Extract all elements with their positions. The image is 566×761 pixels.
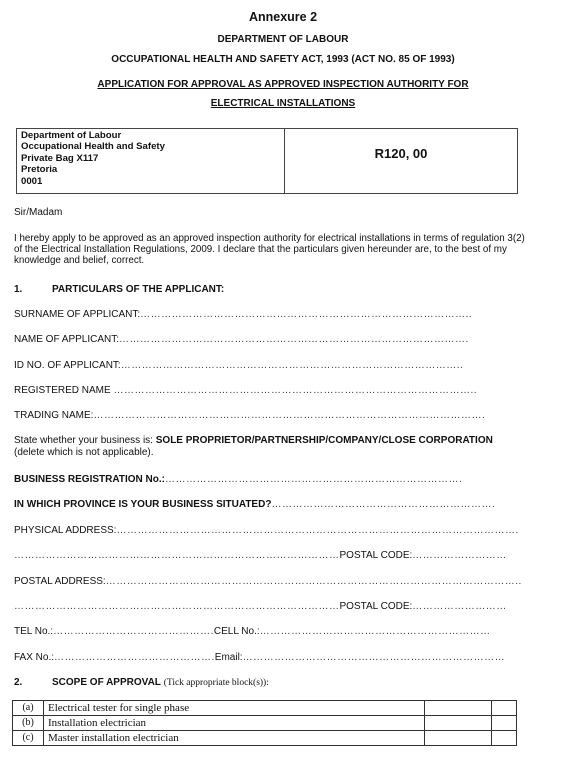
fill-line: …………………………………………………………………………. — [164, 474, 463, 485]
surname-label: SURNAME OF APPLICANT: — [14, 309, 141, 320]
address-line: Private Bag X117 — [21, 152, 99, 164]
email-label: Email: — [214, 652, 243, 663]
physical-postal-code-line[interactable] — [14, 550, 507, 561]
trading-name-field[interactable] — [14, 410, 485, 421]
fill-line: ………………………………………………………………………………………….. — [113, 385, 478, 396]
fill-line: ………………………………………………………… — [259, 626, 491, 637]
cell-label: CELL No.: — [213, 626, 260, 637]
fax-label: FAX No.: — [14, 652, 55, 663]
scope-code: (a) — [13, 701, 44, 716]
scope-row — [13, 731, 517, 746]
section1-title: PARTICULARS OF THE APPLICANT: — [52, 284, 225, 295]
tel-label: TEL No.: — [14, 626, 54, 637]
scope-table — [12, 700, 517, 746]
id-number-label: ID NO. OF APPLICANT: — [14, 360, 121, 371]
business-type-note: (delete which is not applicable). — [14, 447, 154, 458]
fill-line: …………………………………………………………………………………………………. — [93, 410, 486, 421]
postal-code-label: POSTAL CODE: — [339, 601, 413, 612]
address-line: 0001 — [21, 175, 43, 187]
scope-label: Master installation electrician — [44, 731, 425, 746]
section2-number: 2. — [14, 677, 23, 688]
declaration-paragraph: I hereby apply to be approved as an approved inspection authority for electrical installations in terms of regulation 3(2) of the Electrical Installation Regulations, 2009. I declare that the particulars given hereunder are, to the best of my knowledge and belief, correct. — [14, 233, 525, 266]
business-type-prefix: State whether your business is: — [14, 435, 153, 446]
section2-note: (Tick appropriate block(s)): — [163, 678, 269, 688]
form-title-line2: ELECTRICAL INSTALLATIONS — [210, 98, 356, 109]
fill-line: …………………………………………………………………………………….. — [120, 360, 464, 371]
postal-postal-code-line[interactable] — [14, 601, 507, 612]
tick-box[interactable] — [425, 716, 492, 731]
section1-number: 1. — [14, 284, 23, 295]
fill-line: ……………………… — [412, 601, 507, 612]
surname-field[interactable] — [14, 309, 472, 320]
salutation: Sir/Madam — [14, 207, 63, 218]
address-line: Pretoria — [21, 164, 58, 176]
tel-cell-line[interactable] — [14, 626, 491, 637]
fill-line: ………………………………………………………………………………………. — [119, 334, 469, 345]
trading-name-label: TRADING NAME: — [14, 410, 94, 421]
name-field[interactable] — [14, 334, 469, 345]
form-title-line1: APPLICATION FOR APPROVAL AS APPROVED INSPECTION AUTHORITY FOR — [97, 79, 469, 90]
registered-name-label: REGISTERED NAME — [14, 385, 111, 396]
postal-code-label: POSTAL CODE: — [339, 550, 413, 561]
scope-label: Electrical tester for single phase — [44, 701, 425, 716]
postal-address-field[interactable] — [14, 576, 522, 587]
annexure-heading: Annexure 2 — [248, 10, 318, 24]
tick-box[interactable] — [425, 701, 492, 716]
fill-line: ………………………………………………………. — [271, 499, 496, 510]
fax-email-line[interactable] — [14, 652, 505, 663]
scope-row — [13, 701, 517, 716]
address-line: Occupational Health and Safety — [21, 141, 165, 153]
name-label: NAME OF APPLICANT: — [14, 334, 120, 345]
physical-address-field[interactable] — [14, 525, 519, 536]
fee-cell — [285, 129, 517, 193]
business-registration-field[interactable] — [14, 474, 462, 485]
province-label: IN WHICH PROVINCE IS YOUR BUSINESS SITUATED? — [14, 499, 272, 510]
registered-name-field[interactable] — [14, 385, 477, 396]
fill-line: ………………………………………. — [54, 652, 215, 663]
section2-title: SCOPE OF APPROVAL — [52, 677, 161, 688]
province-field[interactable] — [14, 499, 495, 510]
postal-address-label: POSTAL ADDRESS: — [14, 576, 106, 587]
tick-box-extra[interactable] — [492, 716, 517, 731]
fill-line: ………………………………………………………………… — [242, 652, 506, 663]
scope-code: (c) — [13, 731, 44, 746]
fill-line: ……………………… — [412, 550, 507, 561]
tick-box[interactable] — [425, 731, 492, 746]
scope-label: Installation electrician — [44, 716, 425, 731]
fill-line: ……………………………………………………………………………………………………. — [116, 525, 519, 536]
act-heading: OCCUPATIONAL HEALTH AND SAFETY ACT, 1993 (ACT NO. 85 OF 1993) — [111, 54, 455, 65]
scope-code: (b) — [13, 716, 44, 731]
tick-box-extra[interactable] — [492, 731, 517, 746]
scope-row — [13, 716, 517, 731]
fill-line: ………………………………………………………………………………….. — [140, 309, 473, 320]
fill-line: ………………………………………………………………………………… — [14, 601, 340, 612]
business-type-options[interactable]: SOLE PROPRIETOR/PARTNERSHIP/COMPANY/CLOSE CORPORATION — [155, 435, 493, 446]
tick-box-extra[interactable] — [492, 701, 517, 716]
section2-heading — [52, 677, 269, 688]
fill-line: ………………………………………. — [53, 626, 214, 637]
department-heading: DEPARTMENT OF LABOUR — [217, 34, 349, 45]
postal-address-block — [17, 129, 285, 193]
physical-address-label: PHYSICAL ADDRESS: — [14, 525, 117, 536]
business-type-line — [14, 435, 493, 446]
fill-line: ………………………………………………………………………………… — [14, 550, 340, 561]
business-registration-label: BUSINESS REGISTRATION No.: — [14, 474, 165, 485]
address-line: Department of Labour — [21, 130, 122, 141]
id-number-field[interactable] — [14, 360, 463, 371]
address-fee-box — [16, 128, 518, 194]
application-fee: R120, 00 — [374, 146, 428, 161]
fill-line: ……………………………………………………………………………………………………….. — [105, 576, 522, 587]
